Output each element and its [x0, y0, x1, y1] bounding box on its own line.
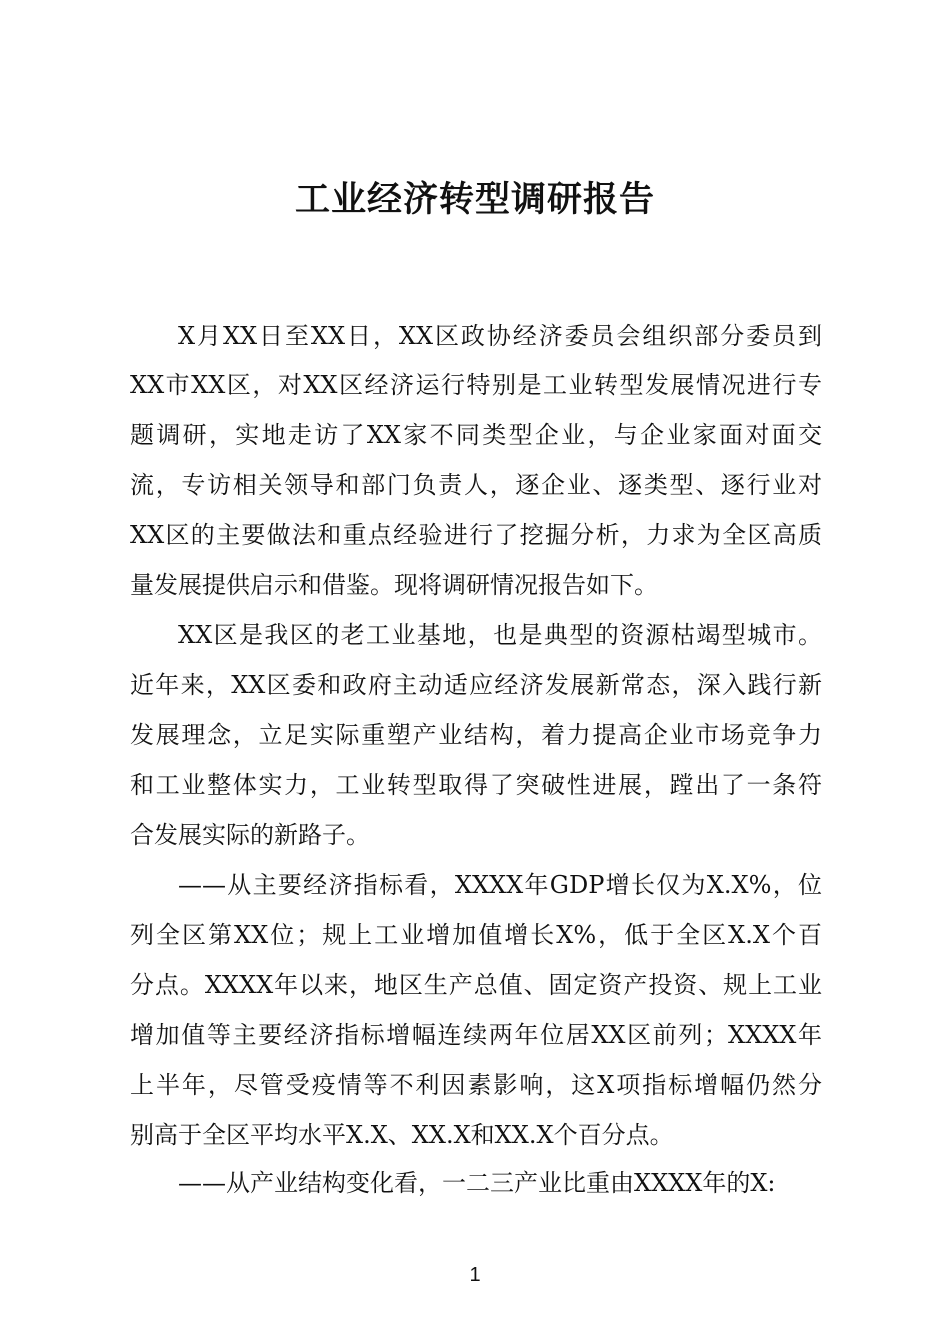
paragraph-line: 题调研，实地走访了XX家不同类型企业，与企业家面对面交 — [130, 421, 822, 449]
paragraph-line: XX市XX区，对XX区经济运行特别是工业转型发展情况进行专 — [130, 371, 822, 399]
paragraph-line: 和工业整体实力，工业转型取得了突破性进展，蹚出了一条符 — [130, 771, 822, 799]
paragraph-line: 上半年，尽管受疫情等不利因素影响，这X项指标增幅仍然分 — [130, 1071, 822, 1099]
paragraph-line: ——从产业结构变化看，一二三产业比重由XXXX年的X: — [178, 1169, 776, 1197]
paragraph-line: 分点。XXXX年以来，地区生产总值、固定资产投资、规上工业 — [130, 971, 822, 999]
paragraph-line: 近年来，XX区委和政府主动适应经济发展新常态，深入践行新 — [130, 671, 822, 699]
paragraph-line: 增加值等主要经济指标增幅连续两年位居XX区前列；XXXX年 — [130, 1021, 822, 1049]
paragraph-line: ——从主要经济指标看，XXXX年GDP增长仅为X.X%，位 — [178, 871, 822, 899]
paragraph-line: X月XX日至XX日，XX区政协经济委员会组织部分委员到 — [178, 322, 822, 350]
paragraph-line: 发展理念，立足实际重塑产业结构，着力提高企业市场竞争力 — [130, 721, 822, 749]
page-number: 1 — [469, 1264, 481, 1286]
paragraph-line: XX区是我区的老工业基地，也是典型的资源枯竭型城市。 — [178, 621, 822, 649]
paragraph-line: 别高于全区平均水平X.X、XX.X和XX.X个百分点。 — [130, 1121, 674, 1149]
paragraph-line: 合发展实际的新路子。 — [130, 821, 370, 849]
paragraph-line: 流，专访相关领导和部门负责人，逐企业、逐类型、逐行业对 — [130, 471, 822, 499]
paragraph-line: 列全区第XX位；规上工业增加值增长X%，低于全区X.X个百 — [130, 921, 822, 949]
paragraph-line: 量发展提供启示和借鉴。现将调研情况报告如下。 — [130, 571, 658, 599]
paragraph-line: XX区的主要做法和重点经验进行了挖掘分析，力求为全区高质 — [130, 521, 822, 549]
document-title: 工业经济转型调研报告 — [294, 180, 655, 220]
